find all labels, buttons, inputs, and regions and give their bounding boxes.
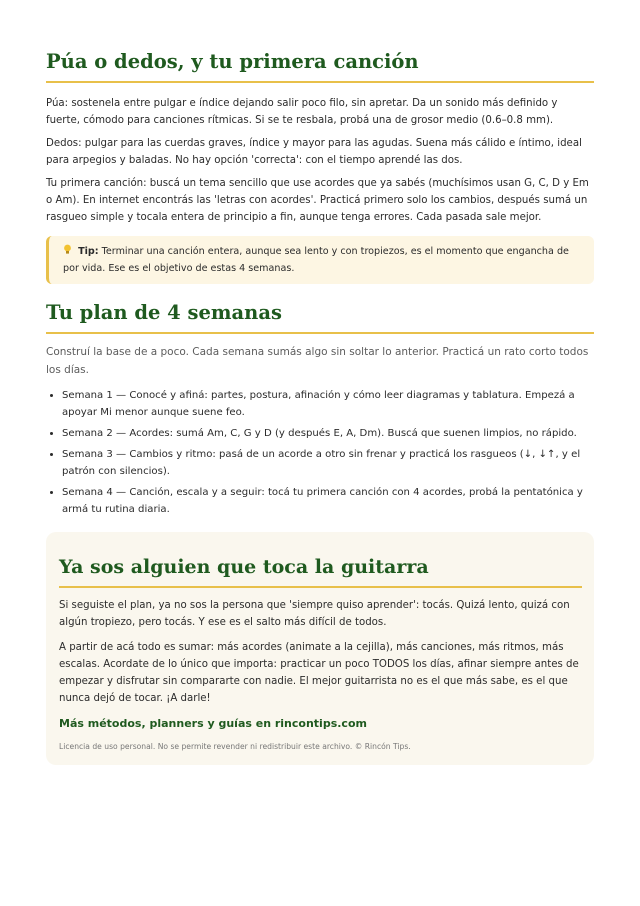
- paragraph-pua: Púa: sostenela entre pulgar e índice dejando salir poco filo, sin apretar. Da un sonido más definido y fuerte, cómodo para canciones rítmicas. Si se te resbala, probá una de grosor medio (0.6–0.8 mm).: [46, 98, 558, 126]
- website-link[interactable]: rincontips.com: [274, 717, 367, 730]
- closing-paragraph: Si seguiste el plan, ya no sos la persona que 'siempre quiso aprender': tocás. Quizá lento, quizá con algún tropiezo, pero tocás. Y ese es el salto más difícil de todos.: [59, 600, 570, 628]
- cta-line: [59, 717, 582, 730]
- section-pua-dedos: [46, 50, 594, 284]
- closing-title: Ya sos alguien que toca la guitarra: [59, 556, 582, 588]
- license-note: Licencia de uso personal. No se permite revender ni redistribuir este archivo. © Rincón Tips.: [59, 742, 411, 751]
- section-title: Púa o dedos, y tu primera canción: [46, 50, 594, 83]
- list-item: • Semana 3 — Cambios y ritmo: pasá de un acorde a otro sin frenar y practicá los rasgueos (↓, ↓↑, y el patrón con silencios).: [62, 446, 594, 480]
- plan-intro: Construí la base de a poco. Cada semana sumás algo sin soltar lo anterior. Practicá un rato corto todos los días.: [46, 346, 589, 376]
- list-item: • Semana 1 — Conocé y afiná: partes, postura, afinación y cómo leer diagramas y tablatura. Empezá a apoyar Mi menor aunque suene feo.: [62, 387, 594, 421]
- paragraph-dedos: Dedos: pulgar para las cuerdas graves, índice y mayor para las agudas. Suena más cálido e íntimo, ideal para arpegios y baladas. No hay opción 'correcta': con el tiempo aprendé las dos.: [46, 138, 582, 166]
- tip-label: Tip:: [78, 246, 99, 257]
- cta-text: Más métodos, planners y guías en: [59, 717, 275, 730]
- list-item: • Semana 2 — Acordes: sumá Am, C, G y D (y después E, A, Dm). Buscá que suenen limpios, no rápido.: [62, 425, 594, 442]
- list-item: • Semana 4 — Canción, escala y a seguir: tocá tu primera canción con 4 acordes, probá la pentatónica y armá tu rutina diaria.: [62, 484, 594, 518]
- section-plan: [46, 301, 594, 518]
- section-title: Tu plan de 4 semanas: [46, 301, 594, 334]
- paragraph-primera-cancion: Tu primera canción: buscá un tema sencillo que use acordes que ya sabés (muchísimos usan G, C, D y Em o Am). En internet encontrás las 'letras con acordes'. Practicá primero solo los cambios, después sumá un rasgueo simple y tocala entera de principio a fin, aunque tenga errores. Cada pasada sale mejor.: [46, 178, 589, 223]
- lightbulb-icon: [63, 246, 75, 257]
- closing-card: [46, 532, 594, 765]
- weeks-list: [46, 387, 594, 518]
- tip-text: Terminar una canción entera, aunque sea lento y con tropiezos, es el momento que engancha de por vida. Ese es el objetivo de estas 4 semanas.: [63, 246, 569, 274]
- tip-box: [46, 236, 594, 284]
- closing-paragraph: A partir de acá todo es sumar: más acordes (animate a la cejilla), más canciones, más ritmos, más escalas. Acordate de lo único que importa: practicar un poco TODOS los días, afinar siempre antes de empezar y disfrutar sin compararte con nadie. El mejor guitarrista no es el que más sabe, es el que nunca dejó de tocar. ¡A darle!: [59, 642, 579, 704]
